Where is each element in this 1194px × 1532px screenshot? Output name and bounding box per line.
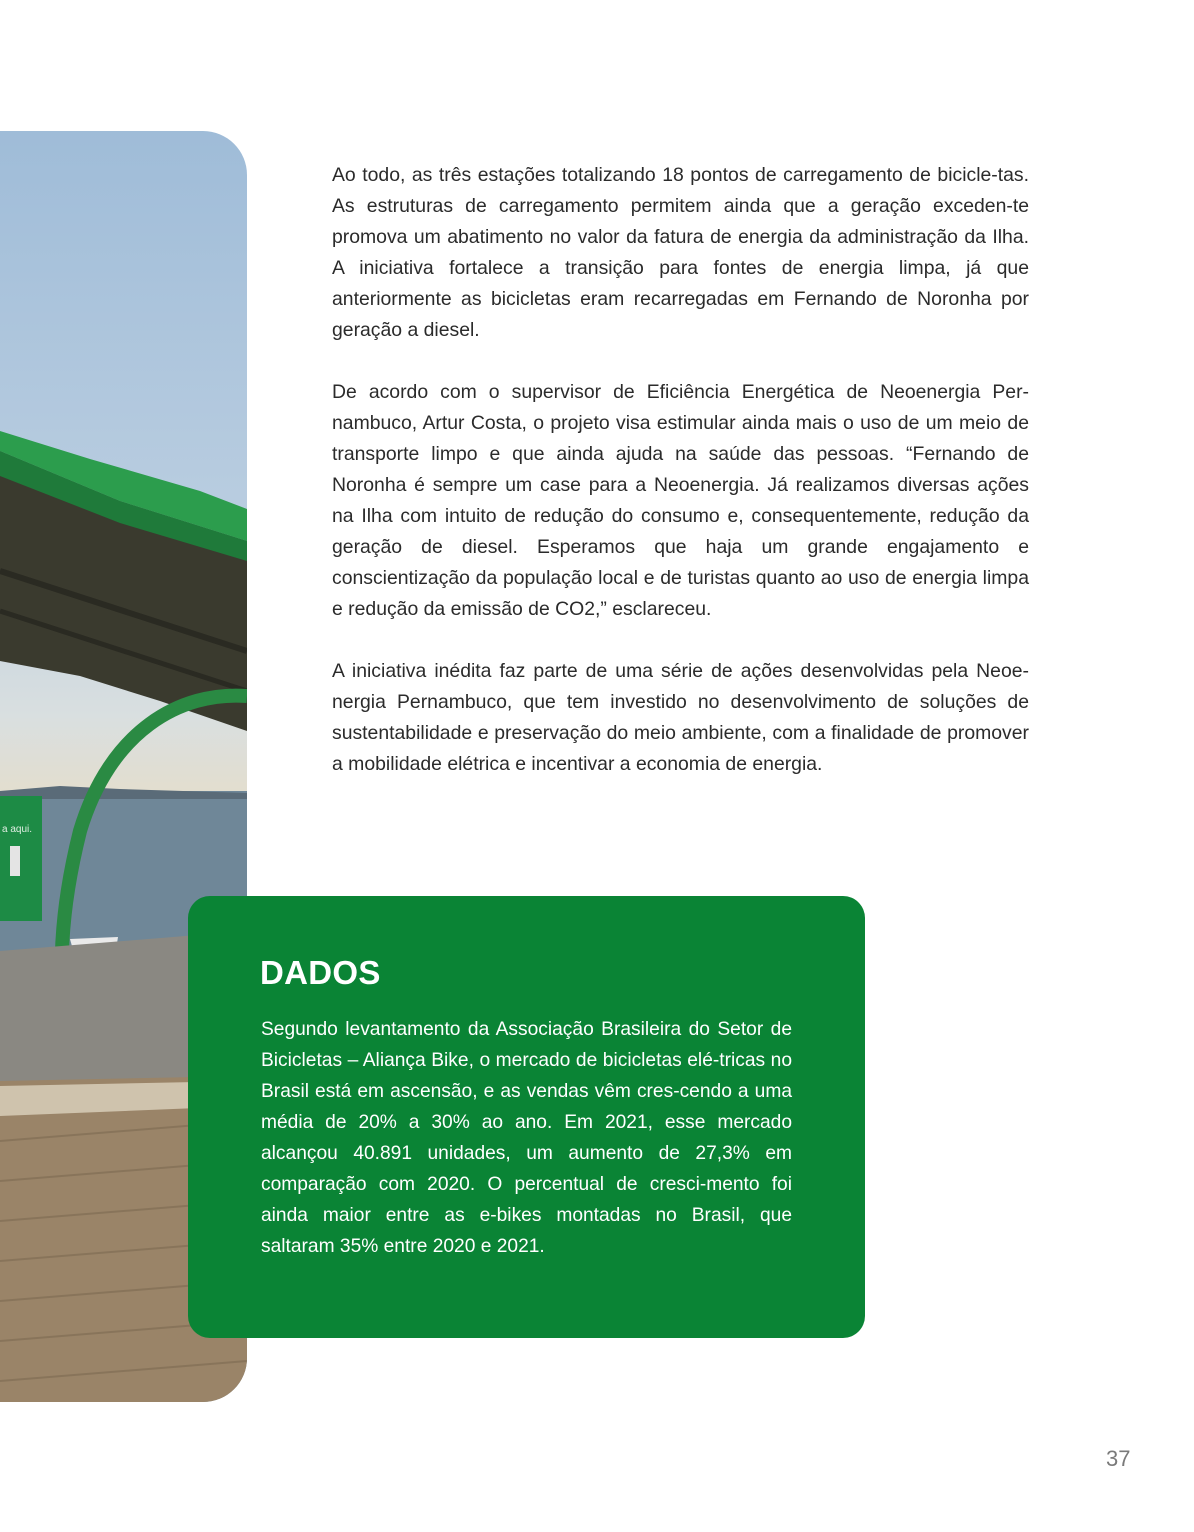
article-paragraph-3: A iniciativa inédita faz parte de uma série de ações desenvolvidas pela Neoe-nergia Pernambuco, que tem investido no desenvolvimento de soluções de sustentabilidade e preservação do meio ambiente, com a finalidade de promover a mobilidade elétrica e incentivar a economia de energia. xyxy=(332,660,1029,775)
article-body xyxy=(332,160,1029,811)
page-number: 37 xyxy=(1106,1446,1131,1471)
data-highlight-box xyxy=(188,896,865,1338)
charging-socket xyxy=(10,846,20,876)
data-box-title: DADOS xyxy=(260,954,381,991)
station-sign-text: a aqui. xyxy=(2,824,33,835)
article-paragraph-1: Ao todo, as três estações totalizando 18 pontos de carregamento de bicicle-tas. As estruturas de carregamento permitem ainda que a geração exceden-te promova um abatimento no valor da fatura de energia da administração da Ilha. A iniciativa fortalece a transição para fontes de energia limpa, já que anteriormente as bicicletas eram recarregadas em Fernando de Noronha por geração a diesel. xyxy=(332,164,1029,341)
charging-station xyxy=(0,796,42,921)
article-paragraph-2: De acordo com o supervisor de Eficiência Energética de Neoenergia Per-nambuco, Artur Costa, o projeto visa estimular ainda mais o uso de um meio de transporte limpo e que ainda ajuda na saúde das pessoas. “Fernando de Noronha é sempre um case para a Neoenergia. Já realizamos diversas ações na Ilha com intuito de redução do consumo e, consequentemente, redução da geração de diesel. Esperamos que haja um grande engajamento e conscientização da população local e de turistas quanto ao uso de energia limpa e redução da emissão de CO2,” esclareceu. xyxy=(332,381,1029,620)
data-box-body: Segundo levantamento da Associação Brasileira do Setor de Bicicletas – Aliança Bike, o mercado de bicicletas elé-tricas no Brasil está em ascensão, e as vendas vêm cres-cendo a uma média de 20% a 30% ao ano. Em 2021, esse mercado alcançou 40.891 unidades, um aumento de 27,3% em comparação com 2020. O percentual de cresci-mento foi ainda maior entre as e-bikes montadas no Brasil, que saltaram 35% entre 2020 e 2021. xyxy=(261,1019,792,1257)
